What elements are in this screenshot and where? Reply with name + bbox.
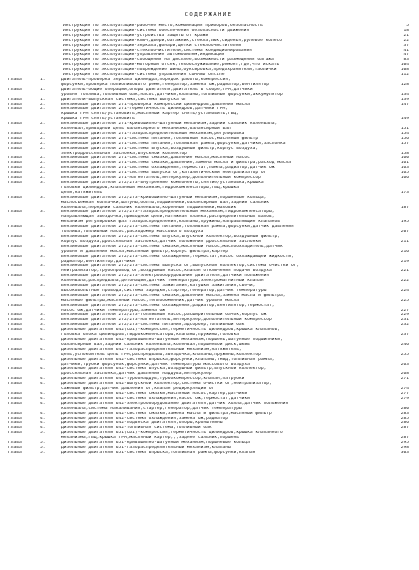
toc-entry-label: Глава — [8, 225, 22, 230]
toc-entry-text: Бензиновые двигатели 272/273-система смазки,масляный насос,маслоохладитель,датчик — [61, 244, 283, 249]
toc-entry-label: Глава — [8, 357, 22, 362]
toc-entry-text: Дизельные двигатели 642-подвеска двигателя,опоры,кронштейны — [61, 421, 223, 426]
toc-entry-label: Глава — [8, 254, 22, 259]
toc-entry-text: Инструкция по эксплуатации-сообщения на дисплее,возможности размещения багажа — [63, 58, 274, 63]
toc-entry-text: Двигатель-общие операции,опоры двигателя,двигатель в сборе,ГРМ,датчики — [61, 87, 253, 92]
toc-entry-number: 2. — [40, 146, 46, 151]
toc-entry-text: Бензиновые двигатели 272/273-газораспределительный механизм,гидрокомпенсаторы, — [61, 210, 275, 215]
toc-entry-text: головки цилиндров,клапанный механизм,гидрокомпенсаторы,ГБЦ,крышка — [61, 185, 239, 190]
toc-entry-text: Инструкция по эксплуатации-ключ,двери,багажник,стекла,люк,сиденья,рулевое колесо — [63, 38, 282, 43]
toc-entry-label: Глава — [8, 441, 22, 446]
toc-entry-text: маслосъемная колпачки,шатуны,болты,подшипники,балансирный вал,задний сальник — [61, 200, 270, 205]
toc-entry-number: 5. — [40, 441, 46, 446]
toc-entry-number: 1. — [40, 87, 46, 92]
toc-entry-number: 1. — [40, 97, 46, 102]
toc-entry-text: Дизельные двигатели 642-система охлаждения,замена ОЖ,радиатор — [61, 416, 228, 421]
toc-entry-number: 3. — [40, 225, 46, 230]
toc-entry-text: Бензиновые двигатели 271-проверка компрессии цилиндров,давления масла — [61, 102, 250, 107]
toc-entry-label: Глава — [8, 97, 22, 102]
toc-entry-page: 279 — [400, 396, 409, 401]
toc-entry-label: Глава — [8, 318, 22, 323]
toc-entry-text: Инструкция по эксплуатации-система управления COMAND Online — [63, 73, 225, 78]
toc-entry-text: Дизельные двигатели 642-система впуска,воздушный фильтр,впускной коллектор, — [61, 367, 267, 372]
toc-entry-label: Глава — [8, 122, 22, 127]
toc-entry-number: 1. — [40, 77, 46, 82]
toc-entry-number: 4. — [40, 382, 46, 387]
toc-entry-label: Глава — [8, 377, 22, 382]
toc-entry-text: Инструкция по эксплуатации-стеклоочистители,система кондиционирования — [63, 48, 252, 53]
toc-entry-label: Глава — [8, 176, 22, 181]
toc-entry-number: 3. — [40, 195, 46, 200]
toc-entry-label: Глава — [8, 284, 22, 289]
toc-entry-text: нейтрализатор,трубопровод ОГ,воздушный насос,клапан отключения подачи воздуха — [61, 269, 272, 274]
toc-entry-text: коленвала,передний сальник коленвала,коренные подшипники,маховик — [61, 205, 237, 210]
toc-entry-text: Бензиновые двигатели 271-система питания,топливная рампа,форсунки,датчики,заслонка — [61, 141, 286, 146]
toc-entry-page: 173 — [400, 190, 409, 195]
toc-entry-text: Бензиновые двигатели 271-система питания,топливный насос,масляный фильтр — [61, 136, 259, 141]
toc-entry-page: 222 — [400, 279, 409, 284]
toc-entry-text: механизма,ГБЦ,крышка ГРМ,масляный картер,,,заднее сальник,поршень — [61, 436, 239, 441]
toc-entry-number: 2. — [40, 171, 46, 176]
toc-list — [8, 24, 409, 456]
toc-entry-text: головка блока цилиндров,гидрокомпенсаторы,клапаны,пружины,головка — [61, 333, 239, 338]
toc-entry-label: Глава — [8, 195, 22, 200]
toc-entry-label: Глава — [8, 146, 22, 151]
toc-entry-text: Бензиновые двигатели 272/273-электрооборудование двигателя,датчики положения — [61, 274, 270, 279]
toc-entry-page: 231 — [400, 318, 409, 323]
toc-entry-page: 287 — [400, 426, 409, 431]
toc-entry-page: 232 — [400, 323, 409, 328]
toc-entry-page: 246 — [400, 342, 409, 347]
toc-entry-label: Глава — [8, 210, 22, 215]
toc-entry-text: уровня топлива,топливный бак,насос,датчики,клапаны,топливные форсунки,аккумулятор — [61, 92, 283, 97]
toc-entry-label: Глава — [8, 264, 22, 269]
toc-entry-text: датчики,трубки форсунок,форсунки,датчик температуры массового воздуха — [61, 362, 250, 367]
toc-entry-text: крышка ГРМ снять/установить — [61, 117, 135, 122]
toc-entry-label: Глава — [8, 141, 22, 146]
toc-entry-page: 283 — [400, 411, 409, 416]
toc-entry-text: Инструкция по эксплуатации-зеркала,фонари,щетки стеклоочистителей — [63, 43, 241, 48]
toc-entry-text: Бензиновые двигатели 272/273-внутренние компоненты,снятие/установка,крышка — [61, 181, 264, 185]
toc-entry-page: 156 — [400, 136, 409, 141]
toc-entry-text: Двигатель-проверка зеркала цилиндра,порядок работы,компрессия, — [61, 77, 231, 82]
toc-entry-page: 41 — [403, 48, 409, 53]
toc-entry-text: масляные фильтры,масляный насос,теплообменник,датчик уровня масла — [61, 298, 239, 303]
toc-entry-text: Бензиновые двигатели 271-система смазки,давление,замена масла и фильтра,расход масла — [61, 161, 291, 166]
toc-entry-text: крышка ГРМ снять/установить,масляный картер снять/установить,ГБЦ, — [61, 112, 239, 117]
toc-entry-label: Глава — [8, 303, 22, 308]
toc-entry-page: 37 — [403, 43, 409, 48]
toc-entry-text: уровня и давления масла,масляный фильтр,корпус фильтра,картер — [61, 249, 228, 254]
toc-entry-number: 4. — [40, 426, 46, 431]
toc-entry-text: Дизельные двигатели 642-топливная система,топливный бак — [61, 426, 212, 431]
toc-entry-number: 3. — [40, 264, 46, 269]
toc-entry-page: 187 — [400, 205, 409, 210]
toc-entry-number: 2. — [40, 161, 46, 166]
toc-entry-label: Глава — [8, 450, 22, 455]
toc-entry-number: 2. — [40, 141, 46, 146]
toc-entry-page: 108 — [400, 68, 409, 73]
toc-entry-text: Дизельные двигатели 651-газораспределительный механизм,клапаны — [61, 445, 231, 450]
toc-entry-text: Бензиновые двигатели 272/273-топливный насос,расширительный бачок,корпус ОЖ — [61, 313, 267, 318]
toc-entry-text: Двигатели-выпускная система,система выпуска ОГ — [61, 97, 187, 102]
toc-entry-page: 224 — [400, 288, 409, 293]
toc-entry-label: Глава — [8, 411, 22, 416]
toc-entry-page: 151 — [400, 127, 409, 132]
toc-entry-label: Глава — [8, 328, 22, 333]
toc-entry-label: Глава — [8, 382, 22, 387]
toc-entry-page: 280 — [400, 406, 409, 411]
toc-entry-text: коленвала,распредвала,детонации,датчик температуры,электромагнитный клапан — [61, 279, 264, 284]
toc-entry-page: 229 — [400, 313, 409, 318]
toc-entry-text: высоковольтные провода,система зарядки,стартер,генератор,датчик температуры — [61, 288, 267, 293]
toc-entry-text: сажевый фильтр,датчик давления ОГ,клапан рециркуляции ОГ — [61, 387, 215, 392]
toc-entry-label: Глава — [8, 313, 22, 318]
toc-entry-number: 4. — [40, 421, 46, 426]
toc-entry-label: Глава — [8, 274, 22, 279]
toc-entry-number: 3. — [40, 244, 46, 249]
toc-entry-number: 4. — [40, 391, 46, 396]
toc-entry-number: 3. — [40, 210, 46, 215]
toc-entry-page: 303 — [400, 450, 409, 455]
toc-entry-page: 112 — [400, 73, 409, 78]
toc-entry-text: Дизельные двигатели 651-система впрыска,топливная рампа,форсунки,клапан — [61, 450, 256, 455]
toc-entry-text: корпус воздуха,дроссельная заслонка,датчик положения дроссельной заслонки — [61, 239, 261, 244]
toc-entry-number: 3. — [40, 234, 46, 239]
toc-entry-number: 2. — [40, 102, 46, 107]
toc-entry-number: 4. — [40, 401, 46, 406]
toc-entry-text: Дизельные двигатели 642-система охлаждения,насос ОЖ,термостат,датчики — [61, 396, 250, 401]
toc-entry-number: 2. — [40, 176, 46, 181]
toc-entry-page: 149 — [400, 117, 409, 122]
toc-entry-page: 268 — [400, 372, 409, 377]
toc-entry-page: 21 — [403, 33, 409, 38]
toc-entry-text: Бензиновые двигатели 272/273-кривошипно-шатунный механизм,поршневые кольца, — [61, 195, 267, 200]
toc-entry — [8, 451, 409, 456]
toc-entry-text: Инструкция по эксплуатации-моторный отсек,техобслуживание,ремонт,где,что искать — [63, 63, 280, 68]
toc-entry-text: Дизельные двигатели 642-система смазки,замена масла и фильтра,масляный фильтр — [61, 411, 272, 416]
toc-entry-label: Глава — [8, 234, 22, 239]
toc-entry-page: 5 — [406, 24, 409, 28]
toc-entry-page: 221 — [400, 269, 409, 274]
toc-entry-text: топлива,топливный насос,расходомер массового воздуха — [61, 230, 204, 235]
toc-entry-text: Бензиновые двигатели 271-нагнетатель,интеркулер,дополнительный компрессор — [61, 176, 261, 181]
toc-entry-label: Глава — [8, 181, 22, 185]
toc-entry-text: Дизельные двигатели 651(CDI)-компрессия,герметичность цилиндров,крышка клапанного — [61, 431, 283, 436]
toc-entry-label: Глава — [8, 338, 22, 342]
toc-entry-label: Глава — [8, 416, 22, 421]
toc-entry-number: 3. — [40, 323, 46, 328]
toc-entry-page: 295 — [400, 441, 409, 446]
toc-entry-page: 195 — [400, 220, 409, 225]
toc-entry-number: 5. — [40, 445, 46, 450]
toc-entry-text: Бензиновые двигатели 271-газораспределительный механизм,регулировка — [61, 131, 245, 136]
toc-entry-text: Инструкция по эксплуатации-рабочее место,комбинация приборов,безопасность — [63, 24, 263, 28]
toc-entry-number: 5. — [40, 431, 46, 436]
toc-entry-text: Бензиновые двигатели 271-герметичность цилиндров,датчики ГРМ, — [61, 107, 228, 112]
toc-entry-text: Инструкция по эксплуатации-система обеспечения безопасности движения — [63, 28, 250, 33]
toc-entry-page: 165 — [400, 171, 409, 176]
toc-entry-page: 83 — [403, 58, 409, 63]
toc-entry-text: Дизельные двигатели 642-газораспределительный механизм,натяжитель, — [61, 347, 242, 352]
toc-entry-label: Глава — [8, 244, 22, 249]
toc-entry-text: Инструкция по эксплуатации-управление автомобилем,индикация — [63, 53, 225, 58]
toc-entry-label: Глава — [8, 347, 22, 352]
toc-entry-number: 2. — [40, 107, 46, 112]
toc-entry-number: 3. — [40, 303, 46, 308]
toc-entry-label: Глава — [8, 166, 22, 171]
toc-entry-number: 4. — [40, 347, 46, 352]
toc-entry-text: Бензиновые двигатели 271-система смазки,давление масла,масляный насос — [61, 156, 250, 161]
toc-entry-page: 211 — [400, 239, 409, 244]
toc-entry-label: Глава — [8, 431, 22, 436]
toc-entry-text: Дизельные двигатели 642-система смазки,масляный насос,картер,датчики — [61, 391, 248, 396]
toc-entry-label: Глава — [8, 421, 22, 426]
toc-entry-page: 147 — [400, 102, 409, 107]
toc-entry-text: Дизельные двигатели 651-кривошипно-шатунный механизм,поршневые кольца — [61, 441, 250, 446]
toc-entry-page: 216 — [400, 249, 409, 254]
toc-entry-text: радиатор,вентилятор,датчики — [61, 259, 135, 264]
toc-entry-text: Бензиновые двигатели 271-система выпуска ОГ,каталитический нейтрализатор ОГ — [61, 171, 267, 176]
toc-entry-number: 4. — [40, 416, 46, 421]
toc-entry-text: Бензиновые двигатели 272/273-нагнетатель,интеркулер,дополнительный компрессор — [61, 318, 272, 323]
toc-entry-text: Дизельные двигатели 642-система впрыска,форсунки,клапаны,ТНВД,топливная рампа, — [61, 357, 275, 362]
page-title: СОДЕРЖАНИЕ — [184, 12, 233, 18]
toc-entry-text: дроссельная заслонка,датчик давления наддува,интеркулер — [61, 372, 212, 377]
toc-entry-text: Бензиновые двигатели 272/273-система охлаждения,радиатор,вентилятор,термостат, — [61, 303, 275, 308]
toc-entry-text: Бензиновые двигатели 272/273-система впуска,впускной коллектор,воздушный фильтр, — [61, 234, 280, 239]
toc-entry-page: 274 — [400, 387, 409, 392]
toc-entry-text: Бензиновые двигатели 271-система охлаждения,термостат,помпа,радиатор,датчик ОЖ — [61, 166, 275, 171]
toc-entry-text: Бензиновые двигатели 272/273-система питания,адсорбер,топливный бак — [61, 323, 245, 328]
toc-entry-label: Глава — [8, 171, 22, 176]
toc-entry-number: 4. — [40, 396, 46, 401]
toc-entry-label: Глава — [8, 396, 22, 401]
toc-entry-text: Дизельные двигатели 642-электрооборудование двигателя,датчик Холла,датчик положения — [61, 401, 289, 406]
toc-entry-text: Дизельные двигатели 642(CDI)-компрессия,герметичность цилиндров,крышка клапанов, — [61, 328, 280, 333]
toc-entry-page: 225 — [400, 298, 409, 303]
toc-entry-text: коленвал,приводной цепь балансирного механизма,балансирный вал — [61, 127, 231, 132]
toc-entry-number: 3. — [40, 313, 46, 318]
toc-entry-number: 2. — [40, 136, 46, 141]
toc-entry-page: 158 — [400, 151, 409, 156]
toc-entry-label: Глава — [8, 391, 22, 396]
toc-entry-page: 219 — [400, 259, 409, 264]
toc-entry-label: Глава — [8, 156, 22, 161]
toc-entry-number: 2. — [40, 166, 46, 171]
toc-entry-number: 2. — [40, 131, 46, 136]
toc-entry-number: 4. — [40, 328, 46, 333]
toc-entry-label: Глава — [8, 131, 22, 136]
toc-entry-text: цепи,натяжитель — [61, 190, 103, 195]
toc-entry-label: Глава — [8, 323, 22, 328]
toc-entry-page: 139 — [400, 97, 409, 102]
toc-entry-page: 22 — [403, 38, 409, 43]
toc-entry-page: 157 — [400, 141, 409, 146]
toc-entry-page: 161 — [400, 161, 409, 166]
toc-entry-number: 3. — [40, 293, 46, 298]
toc-entry-number: 3. — [40, 181, 46, 185]
toc-entry-text: электродроссельная заслонка,впускной коллектор — [61, 151, 187, 156]
toc-entry-text: коленвала,система накаливания,стартер,генератор,датчик температуры — [61, 406, 242, 411]
toc-entry-page: 154 — [400, 131, 409, 136]
toc-entry-text: балансирный вал,задний сальник коленвала,коленвал,поршневой диск,шкив — [61, 342, 250, 347]
toc-entry-text: цепь,успокоитель цепь ГРМ,распредвалы,звездочка,клапаны,пружины,коллектор — [61, 352, 261, 357]
toc-entry-page: 286 — [400, 421, 409, 426]
toc-entry-text: Бензиновые двигатели 272/273-система зажигания,катушки зажигания,свечи, — [61, 284, 256, 289]
toc-entry-number: 2. — [40, 156, 46, 161]
toc-entry-page: 285 — [400, 416, 409, 421]
toc-entry-text: Инструкция по эксплуатации-повреждение шины,буксировка,предохранители,таблички — [63, 68, 277, 73]
toc-entry-number: 4. — [40, 357, 46, 362]
toc-entry-text: Бензиновые двигатели 272/273-система питания,топливная рампа,форсунки,датчик давления — [61, 225, 294, 230]
toc-entry-text: Бензиновые двигатели 272/273-система выпуска ОГ,выпускной коллектор,система очистки ОГ, — [61, 264, 300, 269]
toc-entry-text: Бензиновые двигатели 272/273-система охлаждения,термостат,насос охлаждающей жидкости, — [61, 254, 294, 259]
toc-entry-number: 3. — [40, 318, 46, 323]
toc-entry-label: Глава — [8, 426, 22, 431]
toc-entry-text: Дизельные двигатели 642-турбонаддув,турбокомпрессор,клапан,патрубки — [61, 377, 245, 382]
toc-entry-label: Глава — [8, 401, 22, 406]
toc-entry-text: Бензиновые двигатели 272/273-система смазки,давление масла,замена масла и фильтра, — [61, 293, 286, 298]
toc-entry-text: Инструкция по эксплуатации-устройства защиты от кражи — [63, 33, 209, 38]
toc-entry-page: 255 — [400, 352, 409, 357]
toc-entry-number: 2. — [40, 122, 46, 127]
toc-entry-page: 298 — [400, 445, 409, 450]
toc-entry-page: 47 — [403, 53, 409, 58]
toc-entry-page: 160 — [400, 156, 409, 161]
toc-entry-page: 128 — [400, 82, 409, 87]
toc-entry-text: Бензиновые двигатели 271-кривошипно-шатунный механизм,задний сальник коленвала, — [61, 122, 278, 127]
toc-entry-page: 271 — [400, 377, 409, 382]
toc-entry-text: механизм регулировки фаз газораспределения,клапаны,пружины,направляющие клапанов — [61, 220, 280, 225]
toc-entry-page: 166 — [400, 176, 409, 181]
toc-entry-number: 4. — [40, 377, 46, 382]
toc-entry-page: 163 — [400, 166, 409, 171]
toc-entry-text: Бензиновые двигатели 271-система впуска,воздушный фильтр,корпус воздуха, — [61, 146, 259, 151]
toc-entry-label: Глава — [8, 107, 22, 112]
toc-entry-page: 207 — [400, 230, 409, 235]
toc-entry-label: Глава — [8, 445, 22, 450]
toc-entry-label: Глава — [8, 136, 22, 141]
toc-entry-page: 18 — [403, 28, 409, 33]
toc-entry-number: 4. — [40, 411, 46, 416]
toc-entry-page: 227 — [400, 308, 409, 313]
toc-entry-number: 5. — [40, 450, 46, 455]
toc-entry-number: 3. — [40, 284, 46, 289]
toc-entry-label: Глава — [8, 77, 22, 82]
toc-entry-text: направляющая звездочка,приводной цепи,натяжная планка,распределительных валов, — [61, 215, 275, 220]
toc-entry-page: 237 — [400, 333, 409, 338]
toc-entry-text: Дизельные двигатели 642-выпускной коллектор,система очистки ОГ,нейтрализатор, — [61, 382, 272, 387]
toc-entry-page: 134 — [400, 92, 409, 97]
toc-entry-page: 287 — [400, 436, 409, 441]
toc-entry-label: Глава — [8, 87, 22, 92]
toc-entry-label: Глава — [8, 293, 22, 298]
toc-entry-text: форсунки,проверка полиоливового ремн,генератор,замена ОЖ,радиатор,вентилятор — [61, 82, 270, 87]
toc-entry-number: 4. — [40, 338, 46, 342]
toc-entry-page: 277 — [400, 391, 409, 396]
toc-entry-text: Дизельные двигатели 642-кривошипно-шатунный механизм,поршень,шатунные подшипники, — [61, 338, 283, 342]
toc-entry-page: 104 — [400, 63, 409, 68]
toc-entry-number: 3. — [40, 274, 46, 279]
toc-entry-label: Глава — [8, 102, 22, 107]
toc-entry-number: 4. — [40, 367, 46, 372]
toc-entry-label: Глава — [8, 161, 22, 166]
toc-entry-page: 263 — [400, 362, 409, 367]
toc-entry-label: Глава — [8, 367, 22, 372]
toc-entry-text: насос ОЖ,датчики температуры,замена ОЖ — [61, 308, 166, 313]
toc-entry-number: 3. — [40, 254, 46, 259]
